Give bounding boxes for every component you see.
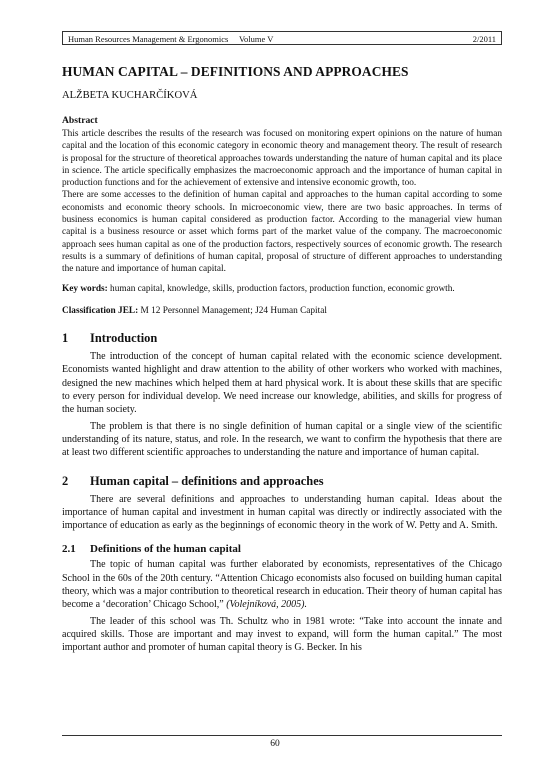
abstract-paragraph-2: There are some accesses to the definition of human capital and approaches to the human capital according to some economists and economic theory schools. In microeconomic view, there are two basic approaches. In terms of business economics is human capital considered as production factor. According to the managerial view human capital is a business resource or asset which forms part of the market value of the company. The macroeconomic approach sees human capital as one of the production factors, respectively sources of economic growth. The research results is a summary of definitions of human capital, proposal of structure of different approaches to understanding the nature and importance of human capital. <box>62 190 502 275</box>
section-number: 2 <box>62 473 69 488</box>
journal-name: Human Resources Management & Ergonomics <box>68 34 229 44</box>
article-author: ALŽBETA KUCHARČÍKOVÁ <box>62 90 198 101</box>
abstract-heading: Abstract <box>62 115 98 126</box>
keywords-label: Key words: <box>62 283 108 294</box>
subsection-title: Definitions of the human capital <box>90 543 241 556</box>
citation: (Volejníková, 2005). <box>226 599 308 611</box>
jel-text: M 12 Personnel Management; J24 Human Capital <box>138 305 327 316</box>
section-title: Introduction <box>90 331 158 346</box>
volume-label: Volume V <box>239 34 274 44</box>
keywords <box>62 283 502 295</box>
definitions-paragraph-1-text: The topic of human capital was further elaborated by economists, representatives of the Chicago School in the 60s of the 20th century. “Attention Chicago economists also focused on building human capital theory, which was a major contribution to theoretical research in education. Their theory of human capital has become a ‘decoration’ Chicago School,” <box>62 559 502 611</box>
section-number: 1 <box>62 331 69 346</box>
section-title: Human capital – definitions and approaches <box>90 473 324 488</box>
definitions-paragraph-2: The leader of this school was Th. Schultz who in 1981 wrote: “Take into account the innate and acquired skills. Those are important and may invest to expand, will form the human capital.” The most important author and promoter of human capital theory is G. Becker. In his <box>62 615 502 654</box>
footer-divider <box>62 735 502 736</box>
introduction-paragraph-1: The introduction of the concept of human capital related with the economic science development. Economists wanted highlight and draw attention to the ability of other workers who worked with machines, designed the new machines which helped them at hard physical work. It is about these skills that are specific to every person for individual develop. We need increase our knowledge, abilities, and skills for progress of the human society. <box>62 351 502 416</box>
human-capital-paragraph-1: There are several definitions and approaches to understanding human capital. Ideas about the importance of human capital and investment in human capital was directly or indirectly associated with the importance of education as early as the beginnings of economic theory in the work of W. Petty and A. Smith. <box>62 493 502 532</box>
introduction-paragraph-2: The problem is that there is no single definition of human capital or a single view of the scientific understanding of its nature, status, and role. In the research, we want to confirm the hypothesis that there are at least two different scientific approaches to understanding the nature and importance of human capital. <box>62 420 502 459</box>
jel-classification <box>62 305 502 317</box>
definitions-paragraph-1 <box>62 558 502 611</box>
section-heading-introduction <box>62 331 502 346</box>
article-title: HUMAN CAPITAL – DEFINITIONS AND APPROACHES <box>62 64 409 79</box>
subsection-number: 2.1 <box>62 543 76 556</box>
issue-label: 2/2011 <box>472 34 496 44</box>
subsection-heading-definitions <box>62 543 502 555</box>
keywords-text: human capital, knowledge, skills, production factors, production function, economic growth. <box>107 283 455 294</box>
article-body <box>62 58 502 658</box>
jel-label: Classification JEL: <box>62 305 139 316</box>
running-header <box>62 31 502 45</box>
section-heading-human-capital <box>62 474 502 489</box>
page-number: 60 <box>270 739 280 749</box>
abstract-paragraph-1: This article describes the results of the research was focused on monitoring expert opinions on the nature of human capital and the location of this economic category in economic theory and management theory. The result of research is proposal for the structure of theoretical approaches towards understanding the nature of human capital and its place in science. The article specifically emphasizes the macroeconomic approach and the importance of human capital in production functions and for the achievement of extensive and intensive economic growth, too. <box>62 129 502 189</box>
